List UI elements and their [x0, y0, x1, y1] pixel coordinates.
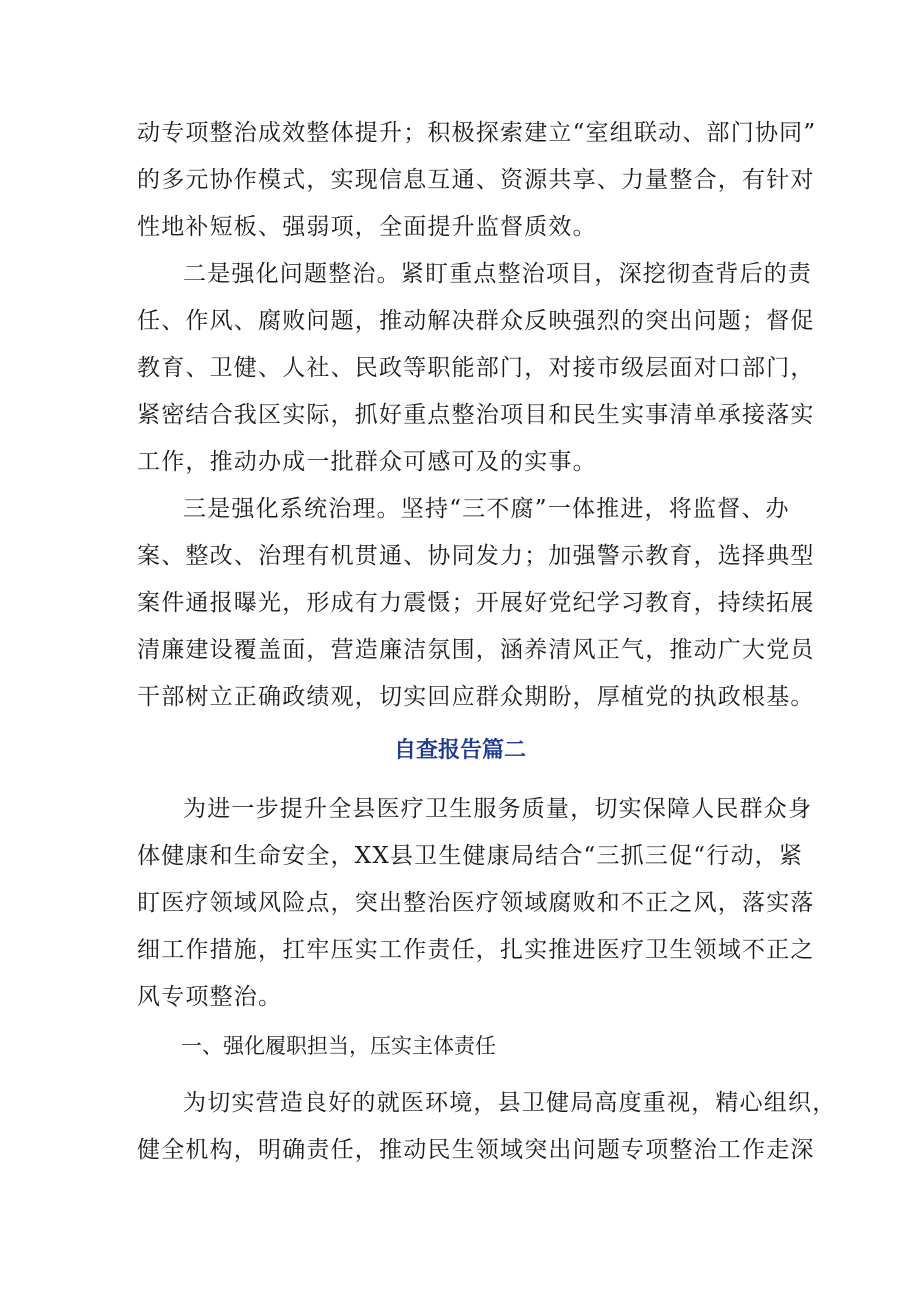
paragraph-intro	[137, 786, 815, 1021]
text-line: 二是强化问题整治。紧盯重点整治项目，深挖彻查背后的责	[183, 261, 813, 287]
text-line: 教育、卫健、人社、民政等职能部门，对接市级层面对口部门，	[137, 355, 815, 381]
text-line: 工作，推动办成一批群众可感可及的实事。	[137, 449, 597, 475]
report-title: 自查报告篇二	[393, 738, 526, 763]
text-line: 盯医疗领域风险点，突出整治医疗领域腐败和不正之风，落实落	[137, 890, 815, 916]
text-line: 的多元协作模式，实现信息互通、资源共享、力量整合，有针对	[137, 167, 815, 193]
text-line: 清廉建设覆盖面，营造廉洁氛围，涵养清风正气，推动广大党员	[137, 637, 815, 663]
paragraph-section-one	[137, 1080, 837, 1174]
text-line: 为切实营造良好的就医环境，县卫健局高度重视，精心组织，	[183, 1090, 837, 1116]
text-line: 细工作措施，扛牢压实工作责任，扎实推进医疗卫生领域不正之	[137, 937, 815, 963]
text-line: 紧密结合我区实际，抓好重点整治项目和民生实事清单承接落实	[137, 402, 815, 428]
text-line: 动专项整治成效整体提升；积极探索建立“室组联动、部门协同”	[137, 120, 817, 146]
paragraph-strengthen-rectification	[137, 251, 815, 486]
text-line: 健全机构，明确责任，推动民生领域突出问题专项整治工作走深	[137, 1137, 815, 1163]
text-line: 任、作风、腐败问题，推动解决群众反映强烈的突出问题；督促	[137, 308, 815, 334]
text-line: 风专项整治。	[137, 984, 283, 1010]
text-line: 案件通报曝光，形成有力震慑；开展好党纪学习教育，持续拓展	[137, 590, 815, 616]
text-line: 干部树立正确政绩观，切实回应群众期盼，厚植党的执政根基。	[137, 684, 815, 710]
text-line: 体健康和生命安全，XX县卫生健康局结合“三抓三促“行动，紧	[137, 843, 804, 869]
text-line: 案、整改、治理有机贯通、协同发力；加强警示教育，选择典型	[137, 543, 815, 569]
text-line: 为进一步提升全县医疗卫生服务质量，切实保障人民群众身	[183, 796, 813, 822]
paragraph-continuation	[137, 110, 817, 251]
text-line: 三是强化系统治理。坚持“三不腐”一体推进，将监督、办	[183, 496, 790, 522]
section-heading: 一、强化履职担当，压实主体责任	[181, 1034, 496, 1058]
text-line: 性地补短板、强弱项，全面提升监督质效。	[137, 214, 597, 240]
paragraph-system-governance	[137, 486, 815, 721]
